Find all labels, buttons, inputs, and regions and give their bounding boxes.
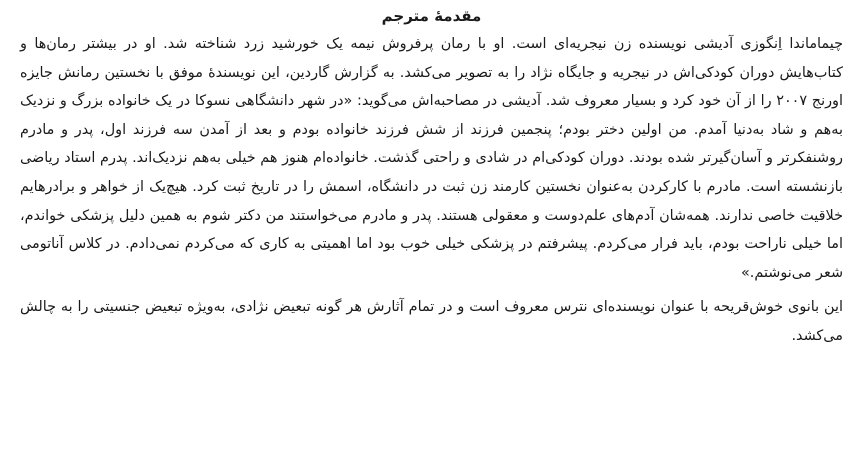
- preface-title: مقدمهٔ مترجم: [381, 7, 482, 25]
- preface-paragraph-1: چیماماندا اِنگوزی آدیشی نویسنده زن نیجریه‌ای است. او با رمان پرفروش نیمه یک خورشید زرد شناخته شد. او در بیشتر رمان‌ها و کتاب‌هایش دوران کودکی‌اش در نیجریه و جایگاه نژاد را به تصویر می‌کشد. به گزارش گاردین، این نویسندهٔ موفق با نخستین رمانش جایزه اورنج ۲۰۰۷ را از آن خود کرد و بسیار معروف شد. آدیشی در مصاحبه‌اش می‌گوید: «در شهر دانشگاهی نسوکا در یک خانواده بزرگ و نزدیک به‌هم و شاد به‌دنیا آمدم. من اولین دختر بودم؛ پنجمین فرزند از شش فرزند خانواده بودم و بعد از آمدن سه فرزند اول، پدر و مادرم روشنفکرتر و آسان‌گیرتر شده بودند. دوران کودکی‌ام در شادی و راحتی گذشت. خانواده‌ام هنوز هم خیلی به‌هم نزدیک‌اند. پدرم استاد ریاضی بازنشسته است. مادرم با کارکردن به‌عنوان نخستین کارمند زن ثبت در دانشگاه، اسمش را در تاریخ ثبت کرد. هیچ‌یک از خواهر و برادرهایم خلاقیت خاصی ندارند. همه‌شان آدم‌های علم‌دوست و معقولی هستند. پدر و مادرم می‌خواستند من دکتر شوم به همین دلیل پزشکی خواندم، اما خیلی ناراحت بودم، باید فرار می‌کردم. پیشرفتم در پزشکی خیلی خوب بود اما اهمیتی به کاری که می‌کردم نمی‌دادم. در کلاس آناتومی شعر می‌نوشتم.»: [20, 36, 843, 281]
- preface-paragraph-2: این بانوی خوش‌قریحه با عنوان نویسنده‌ای نترس معروف است و در تمام آثارش هر گونه تبعیض نژادی، به‌ویژه تبعیض جنسیتی را به چالش می‌کشد.: [20, 299, 843, 344]
